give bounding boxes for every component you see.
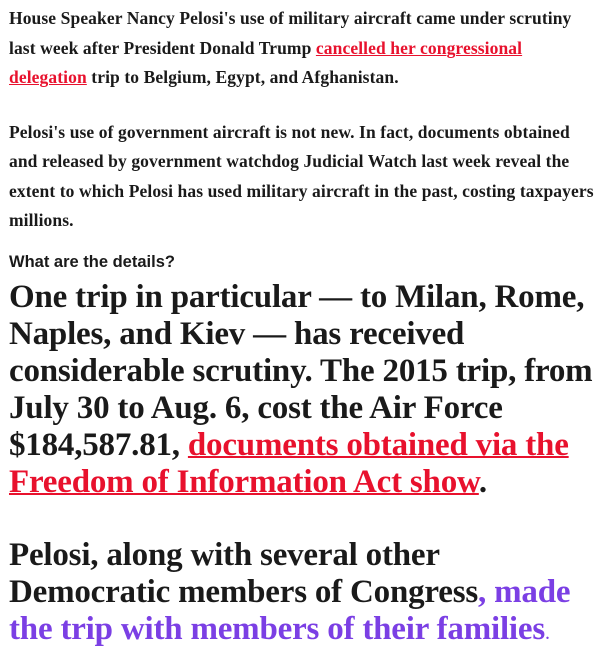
intro-text-after: trip to Belgium, Egypt, and Afghanistan. — [86, 67, 399, 87]
section-subheading: What are the details? — [9, 252, 175, 271]
foia-documents-link[interactable]: documents obtained via the Freedom of Information Act show — [9, 426, 569, 500]
congressional-delegation-link[interactable]: cancelled her congressional delegation — [9, 37, 523, 87]
paragraph-family-members — [9, 537, 599, 652]
article-body — [9, 0, 599, 652]
paragraph-trip-details — [9, 279, 599, 501]
family-highlight-text: , made the trip with members of their families — [9, 573, 571, 647]
trip-text-after: . — [478, 463, 487, 500]
trip-text-before: One trip in particular — to Milan, Rome, Naples, and Kiev — has received considerable scrutiny. The 2015 trip, from July 30 to Aug. 6, cost the Air Force $184,587.81, — [9, 278, 593, 463]
paragraph-intro — [9, 0, 599, 93]
paragraph-government-aircraft: Pelosi's use of government aircraft is not new. In fact, documents obtained and released by government watchdog Judicial Watch last week reveal the extent to which Pelosi has used military aircraft in the past, costing taxpayers millions. — [9, 121, 594, 230]
intro-text-before: House Speaker Nancy Pelosi's use of military aircraft came under scrutiny last week after President Donald Trump — [9, 8, 572, 58]
family-text-after: . — [544, 621, 550, 644]
family-text-before: Pelosi, along with several other Democratic members of Congress — [9, 536, 478, 610]
